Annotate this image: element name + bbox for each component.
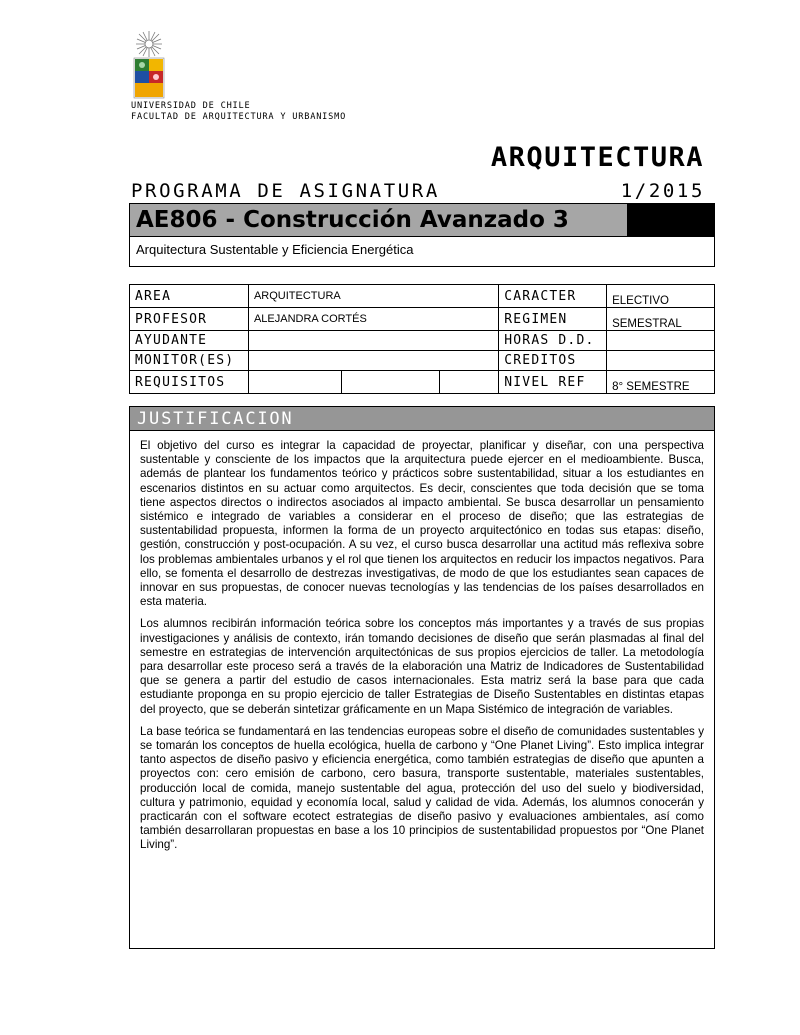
nivel-label: NIVEL REF [499,371,607,394]
creditos-value [607,351,715,371]
justificacion-body [129,431,715,949]
course-title: AE806 - Construcción Avanzado 3 [130,204,627,236]
university-name: UNIVERSIDAD DE CHILE [131,101,251,111]
justificacion-paragraph: Los alumnos recibirán información teórica sobre los conceptos más importantes y a través de sus propias investigaciones y análisis de contexto, irán tomando decisiones de diseño que serán plasmadas al final del semestre en estrategias de intervención arquitectónicas de sus propios ejercicios de taller. La metodología para desarrollar este proceso será a través de la elaboración una Matriz de Indicadores de Sustentabilidad que se genera a partir del estudio de casos internacionales. Esta matriz será la base para que cada estudiante proponga en su propio ejercicio de taller Estrategias de Diseño Sustentables en distintas etapas del proyecto, que se deberán sintetizar gráficamente en un Mapa Sistémico de integración de variables. [140,617,704,716]
justificacion-heading: JUSTIFICACION [129,406,715,431]
info-row-requisitos [130,371,715,394]
regimen-label: REGIMEN [499,308,607,331]
department-title: ARQUITECTURA [490,142,704,173]
faculty-name: FACULTAD DE ARQUITECTURA Y URBANISMO [131,112,347,122]
info-row-monitor [130,351,715,371]
institution-block [131,101,346,123]
university-logo [131,27,167,99]
monitor-label: MONITOR(ES) [130,351,249,371]
monitor-value [248,351,498,371]
area-label: AREA [130,285,249,308]
profesor-value: ALEJANDRA CORTÉS [248,308,498,331]
requisitos-value-1 [248,371,341,394]
area-value: ARQUITECTURA [248,285,498,308]
program-label: PROGRAMA DE ASIGNATURA [131,180,440,202]
caracter-value: ELECTIVO [607,285,715,308]
horas-label: HORAS D.D. [499,331,607,351]
profesor-label: PROFESOR [130,308,249,331]
regimen-value: SEMESTRAL [607,308,715,331]
nivel-value: 8° SEMESTRE [607,371,715,394]
requisitos-label: REQUISITOS [130,371,249,394]
info-row-ayudante [130,331,715,351]
course-subtitle: Arquitectura Sustentable y Eficiencia Energética [129,237,715,267]
justificacion-paragraph: La base teórica se fundamentará en las tendencias europeas sobre el diseño de comunidades sustentables y se tomarán los conceptos de huella ecológica, huella de carbono y “One Planet Living”. Esto implica integrar tanto aspectos de diseño pasivo y eficiencia energética, como también estrategias de diseño que apunten a proyectos con: cero emisión de carbono, cero basura, transporte sustentable, materiales sustentables, producción local de comida, manejo sustentable del agua, protección del uso del suelo y biodiversidad, cultura y patrimonio, equidad y economía local, salud y calidad de vida. Además, los alumnos conocerán y practicarán con el software ecotect estrategias de diseño pasivo y evaluaciones ambientales, así como también desarrollaran propuestas en base a los 10 principios de sustentabilidad propuestos por “One Planet Living”. [140,724,704,852]
creditos-label: CREDITOS [499,351,607,371]
requisitos-value-3 [440,371,499,394]
info-row-profesor [130,308,715,331]
period-label: 1/2015 [620,180,705,202]
program-header [131,180,705,202]
ayudante-value [248,331,498,351]
course-info-table [129,284,715,394]
horas-value [607,331,715,351]
ayudante-label: AYUDANTE [130,331,249,351]
justificacion-paragraph: El objetivo del curso es integrar la capacidad de proyectar, planificar y diseñar, con una perspectiva sustentable y consciente de los impactos que la arquitectura puede ejercer en el medioambiente. Busca, además de plantear los fundamentos teórico y prácticos sobre sustentabilidad, situar a los estudiantes en escenarios distintos en su actuar como arquitectos. Es decir, conscientes que toda decisión que se toma tiene aspectos directos o indirectos asociados al impacto ambiental. Se busca desarrollar un pensamiento sistémico e integrado de variables a considerar en el proceso de diseño; que las estrategias de sustentabilidad propuesta, informen la forma de un proyecto arquitectónico en todas sus etapas: diseño, gestión, construcción y post-ocupación. A su vez, el curso busca desarrollar una actitud más reflexiva sobre los problemas ambientales urbanos y el rol que tienen los arquitectos en reducir los impactos negativos. Para ello, se fomenta el desarrollo de destrezas investigativas, de modo de que los estudiantes sean capaces de innovar en sus propuestas, de conocer nuevas tecnologías y las tendencias de los países desarrollados en esta materia. [140,439,704,609]
caracter-label: CARACTER [499,285,607,308]
course-title-bar [129,203,715,237]
info-row-area [130,285,715,308]
requisitos-value-2 [341,371,440,394]
